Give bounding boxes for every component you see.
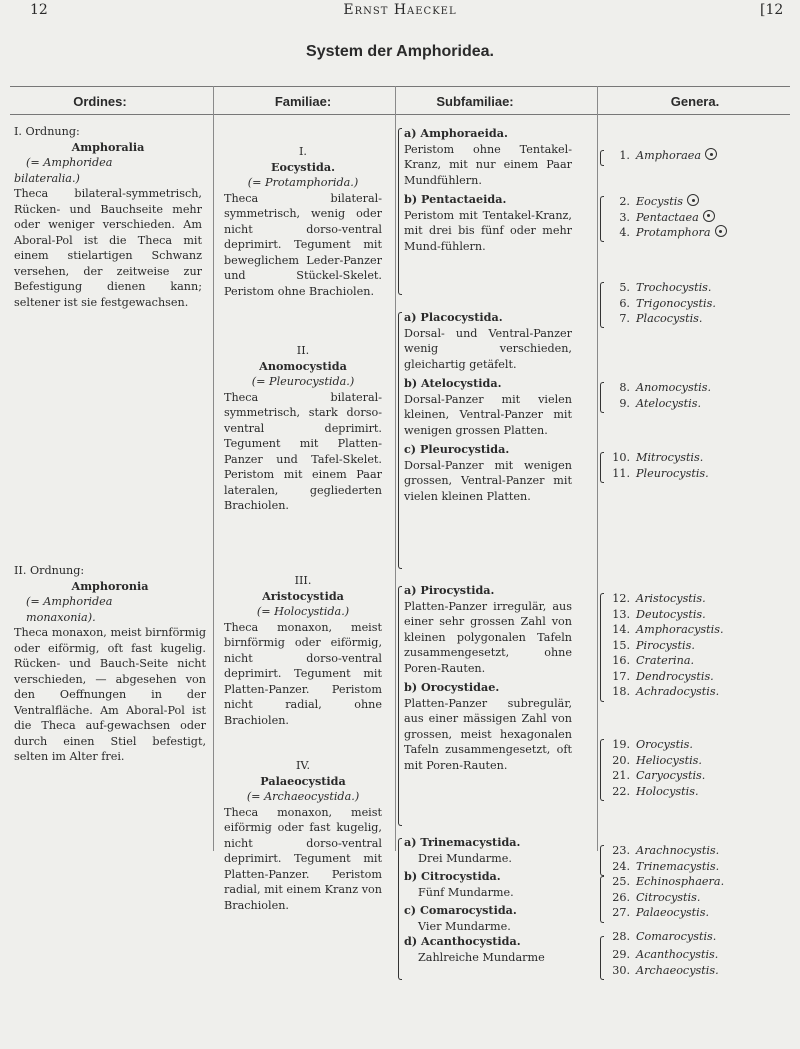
familia-name: Eocystida. — [271, 159, 335, 174]
genus-name: Heliocystis. — [636, 753, 702, 767]
genus-row — [608, 466, 793, 482]
genus-row — [608, 669, 793, 685]
genus-number: 26. — [612, 890, 630, 904]
familia-4 — [224, 758, 382, 913]
genera-brace — [600, 593, 604, 702]
familia-synonym: (= Pleurocystida.) — [251, 375, 355, 388]
genus-name: Eocystis — [636, 195, 684, 208]
ordo-synonym: (= Amphoridea — [26, 595, 113, 608]
header-rule — [10, 114, 790, 115]
subfamilia-group-3 — [404, 583, 572, 773]
genera-brace — [600, 845, 604, 876]
genera-group-7 — [608, 737, 793, 799]
genera-brace — [600, 150, 604, 166]
genus-row — [608, 194, 793, 210]
genus-name: Dendrocystis. — [636, 669, 714, 683]
genus-row — [608, 843, 793, 859]
genus-number: 28. — [612, 929, 630, 943]
ordo-synonym: monaxonia). — [26, 610, 96, 624]
genus-row — [608, 380, 793, 396]
subfamilia-description: Drei Mundarme. — [418, 851, 512, 865]
genera-group-1 — [608, 148, 793, 164]
familia-name: Aristocystida — [262, 588, 344, 603]
genus-row — [608, 905, 793, 921]
ordo-name: Amphoronia — [71, 578, 149, 593]
genera-brace — [600, 936, 604, 980]
familia-description: Theca bilateral-symmetrisch, wenig oder nicht dorso-ventral deprimirt. Tegument mit beweglichem Leder-Panzer und Stückel-Skelet. Peristom ohne Brachiolen. — [224, 191, 382, 298]
sun-symbol-icon — [703, 210, 715, 222]
genera-brace — [600, 739, 604, 801]
subfamilia-description: Zahlreiche Mundarme — [418, 950, 545, 964]
ordo-name: Amphoralia — [71, 139, 145, 154]
ordo-label: I. Ordnung: — [14, 125, 80, 138]
genus-number: 29. — [612, 948, 630, 961]
genus-name: Atelocystis. — [636, 396, 702, 410]
genus-name: Comarocystis. — [636, 929, 717, 943]
genera-brace — [600, 452, 604, 483]
genus-row — [608, 148, 793, 164]
ordo-2 — [14, 563, 206, 765]
genus-number: 2. — [619, 195, 630, 208]
genus-row — [608, 450, 793, 466]
subfamilia-description: Platten-Panzer subregulär, aus einer mässigen Zahl von grossen, meist hexagonalen Tafeln zusammengesetzt, oft mit Poren-Rauten. — [404, 696, 572, 772]
genus-name: Aristocystis. — [636, 592, 706, 605]
genus-name: Anomocystis. — [636, 381, 712, 394]
sun-symbol-icon — [705, 148, 717, 160]
genus-number: 20. — [612, 753, 630, 767]
genus-name: Orocystis. — [636, 738, 693, 751]
genus-name: Pentactaea — [636, 210, 699, 224]
subfamilia-description: Peristom mit Tentakel-Kranz, mit drei bis fünf oder mehr Mund-fühlern. — [404, 208, 572, 253]
genus-row — [608, 607, 793, 623]
genera-group-4 — [608, 380, 793, 411]
subfamilia-description: Dorsal- und Ventral-Panzer wenig verschieden, gleichartig getäfelt. — [404, 326, 572, 371]
sun-symbol-icon — [715, 225, 727, 237]
genus-number: 27. — [612, 906, 630, 919]
ordo-synonym: (= Amphoridea — [26, 156, 113, 169]
subfamilia-group-1 — [404, 126, 572, 254]
genus-row — [608, 210, 793, 226]
genera-group-3 — [608, 280, 793, 327]
ordo-1 — [14, 124, 202, 310]
genus-row — [608, 963, 793, 979]
genus-name: Caryocystis. — [636, 769, 706, 782]
genus-name: Arachnocystis. — [636, 844, 720, 857]
familia-number: III. — [294, 574, 312, 587]
genus-name: Echinosphaera. — [636, 875, 725, 888]
genus-number: 3. — [619, 210, 630, 224]
subfamilia-brace — [398, 312, 402, 569]
genus-row — [608, 296, 793, 312]
genus-number: 15. — [612, 638, 630, 652]
genus-name: Trochocystis. — [636, 281, 712, 294]
subfamilia-group-4 — [404, 835, 579, 965]
subfamilia-description: Dorsal-Panzer mit wenigen grossen, Ventral-Panzer mit vielen kleinen Platten. — [404, 458, 572, 503]
genus-number: 19. — [612, 738, 630, 751]
genus-row — [608, 874, 793, 890]
genus-name: Protamphora — [636, 226, 711, 239]
column-divider — [395, 86, 396, 851]
subfamilia-name: d) Acanthocystida. — [404, 934, 521, 948]
genus-name: Achradocystis. — [636, 685, 720, 698]
genus-row — [608, 859, 793, 875]
subfamilia-description: Vier Mundarme. — [418, 919, 511, 933]
familia-number: II. — [296, 344, 310, 357]
running-head-author: Ernst Haeckel — [343, 2, 457, 18]
genera-group-6 — [608, 591, 793, 700]
genus-number: 23. — [612, 844, 630, 857]
genus-row — [608, 684, 793, 700]
genus-row — [608, 784, 793, 800]
page-number-right: [12 — [760, 2, 784, 18]
genus-row — [608, 890, 793, 906]
column-header-genera: Genera. — [670, 94, 720, 109]
genera-group-5 — [608, 450, 793, 481]
genus-number: 4. — [619, 226, 630, 239]
subfamilia-name: b) Citrocystida. — [404, 869, 501, 883]
column-divider — [597, 86, 598, 851]
genus-name: Amphoracystis. — [636, 623, 724, 636]
subfamilia-description: Platten-Panzer irregulär, aus einer sehr grossen Zahl von kleinen polygonalen Tafeln zusammengesetzt, ohne Poren-Rauten. — [404, 599, 572, 675]
familia-synonym: (= Holocystida.) — [256, 605, 350, 618]
genus-name: Mitrocystis. — [636, 451, 704, 464]
genus-name: Trigonocystis. — [636, 296, 716, 310]
genera-brace — [600, 282, 604, 328]
familia-description: Theca monaxon, meist birnförmig oder eiförmig, nicht dorso-ventral deprimirt. Tegument mit Platten-Panzer. Peristom nicht radial, ohne Brachiolen. — [224, 620, 382, 727]
column-header-ordines: Ordines: — [73, 94, 127, 109]
genus-number: 17. — [612, 669, 630, 683]
genus-number: 5. — [619, 281, 630, 294]
ordo-synonym: bilateralia.) — [14, 171, 80, 185]
subfamilia-name: b) Atelocystida. — [404, 376, 502, 390]
subfamilia-description: Fünf Mundarme. — [418, 885, 514, 899]
column-header-subfamiliae: Subfamiliae: — [436, 94, 514, 109]
column-header-familiae: Familiae: — [274, 94, 332, 109]
top-rule — [10, 86, 790, 87]
genus-row — [608, 768, 793, 784]
genera-brace — [600, 382, 604, 413]
subfamilia-group-2 — [404, 310, 572, 504]
subfamilia-brace — [398, 838, 402, 980]
genus-number: 21. — [612, 769, 630, 782]
genus-number: 18. — [612, 685, 630, 698]
genus-name: Amphoraea — [636, 149, 702, 162]
familia-description: Theca monaxon, meist eiförmig oder fast kugelig, nicht dorso-ventral deprimirt. Tegument mit Platten-Panzer. Peristom radial, mit einem Kranz von Brachiolen. — [224, 805, 382, 912]
genus-number: 24. — [612, 859, 630, 873]
genus-row — [608, 225, 793, 241]
subfamilia-name: b) Pentactaeida. — [404, 192, 507, 206]
subfamilia-name: a) Amphoraeida. — [404, 126, 508, 140]
genus-number: 16. — [612, 654, 630, 667]
subfamilia-name: a) Placocystida. — [404, 310, 503, 324]
familia-name: Anomocystida — [259, 358, 347, 373]
genus-name: Archaeocystis. — [636, 963, 719, 977]
genus-row — [608, 638, 793, 654]
genera-group-2 — [608, 194, 793, 241]
genus-number: 22. — [612, 784, 630, 798]
ordo-description: Theca monaxon, meist birnförmig oder eiförmig, oft fast kugelig. Rücken- und Bauch-Seite nicht verschieden, — abgesehen von den Oeffnungen in der Ventralfläche. Am Aboral-Pol ist die Theca auf-gewachsen oder durch einen Stiel befestigt, selten im Alter frei. — [14, 626, 206, 763]
familia-number: I. — [299, 145, 307, 158]
genus-name: Placocystis. — [636, 312, 703, 325]
genus-name: Citrocystis. — [636, 890, 701, 904]
genus-number: 8. — [619, 381, 630, 394]
genus-row — [608, 311, 793, 327]
genus-name: Pirocystis. — [636, 638, 695, 652]
familia-synonym: (= Archaeocystida.) — [246, 790, 360, 803]
genus-name: Trinemacystis. — [636, 859, 720, 873]
familia-3 — [224, 573, 382, 728]
genera-group-8 — [608, 843, 793, 978]
genus-row — [608, 280, 793, 296]
subfamilia-name: c) Pleurocystida. — [404, 442, 510, 456]
genus-row — [608, 929, 793, 945]
subfamilia-name: c) Comarocystida. — [404, 903, 517, 917]
genus-name: Acanthocystis. — [636, 948, 719, 961]
subfamilia-brace — [398, 586, 402, 826]
genus-number: 9. — [619, 396, 630, 410]
sun-symbol-icon — [687, 194, 699, 206]
genus-row — [608, 737, 793, 753]
subfamilia-description: Peristom ohne Tentakel-Kranz, mit nur einem Paar Mundfühlern. — [404, 142, 572, 187]
familia-2 — [224, 343, 382, 514]
genus-row — [608, 396, 793, 412]
subfamilia-brace — [398, 128, 402, 295]
familia-synonym: (= Protamphorida.) — [247, 176, 359, 189]
genus-number: 30. — [612, 963, 630, 977]
genus-number: 11. — [612, 466, 630, 480]
genus-row — [608, 653, 793, 669]
genus-number: 13. — [612, 607, 630, 621]
familia-description: Theca bilateral-symmetrisch, stark dorso-ventral deprimirt. Tegument mit Platten-Panzer und Tafel-Skelet. Peristom mit einem Paar lateralen, gegliederten Brachiolen. — [224, 390, 382, 512]
familia-1 — [224, 144, 382, 299]
genus-name: Palaeocystis. — [636, 906, 709, 919]
ordo-label: II. Ordnung: — [14, 564, 85, 577]
column-divider — [213, 86, 214, 851]
subfamilia-name: a) Pirocystida. — [404, 583, 495, 597]
page-title: System der Amphoridea. — [306, 43, 494, 60]
page-number-left: 12 — [30, 2, 48, 18]
genus-number: 25. — [612, 875, 630, 888]
genus-number: 6. — [619, 296, 630, 310]
genus-name: Holocystis. — [636, 784, 699, 798]
genus-row — [608, 591, 793, 607]
genera-brace — [600, 876, 604, 923]
familia-number: IV. — [295, 759, 311, 772]
genera-brace — [600, 196, 604, 242]
genus-name: Pleurocystis. — [636, 466, 709, 480]
familia-name: Palaeocystida — [260, 773, 346, 788]
genus-name: Deutocystis. — [636, 607, 706, 621]
genus-number: 7. — [619, 312, 630, 325]
subfamilia-description: Dorsal-Panzer mit vielen kleinen, Ventral-Panzer mit wenigen grossen Platten. — [404, 392, 572, 437]
genus-row — [608, 947, 793, 963]
genus-row — [608, 622, 793, 638]
genus-number: 14. — [612, 623, 630, 636]
subfamilia-name: b) Orocystidae. — [404, 680, 500, 694]
genus-number: 12. — [612, 592, 630, 605]
genus-name: Craterina. — [636, 654, 695, 667]
genus-number: 10. — [612, 451, 630, 464]
ordo-description: Theca bilateral-symmetrisch, Rücken- und Bauchseite mehr oder weniger verschieden. Am Aboral-Pol ist die Theca mit einem stielartigen Schwanz versehen, der zeitweise zur Befestigung dienen kann; seltener ist sie festgewachsen. — [14, 187, 202, 309]
genus-number: 1. — [619, 149, 630, 162]
subfamilia-name: a) Trinemacystida. — [404, 835, 521, 849]
genus-row — [608, 753, 793, 769]
